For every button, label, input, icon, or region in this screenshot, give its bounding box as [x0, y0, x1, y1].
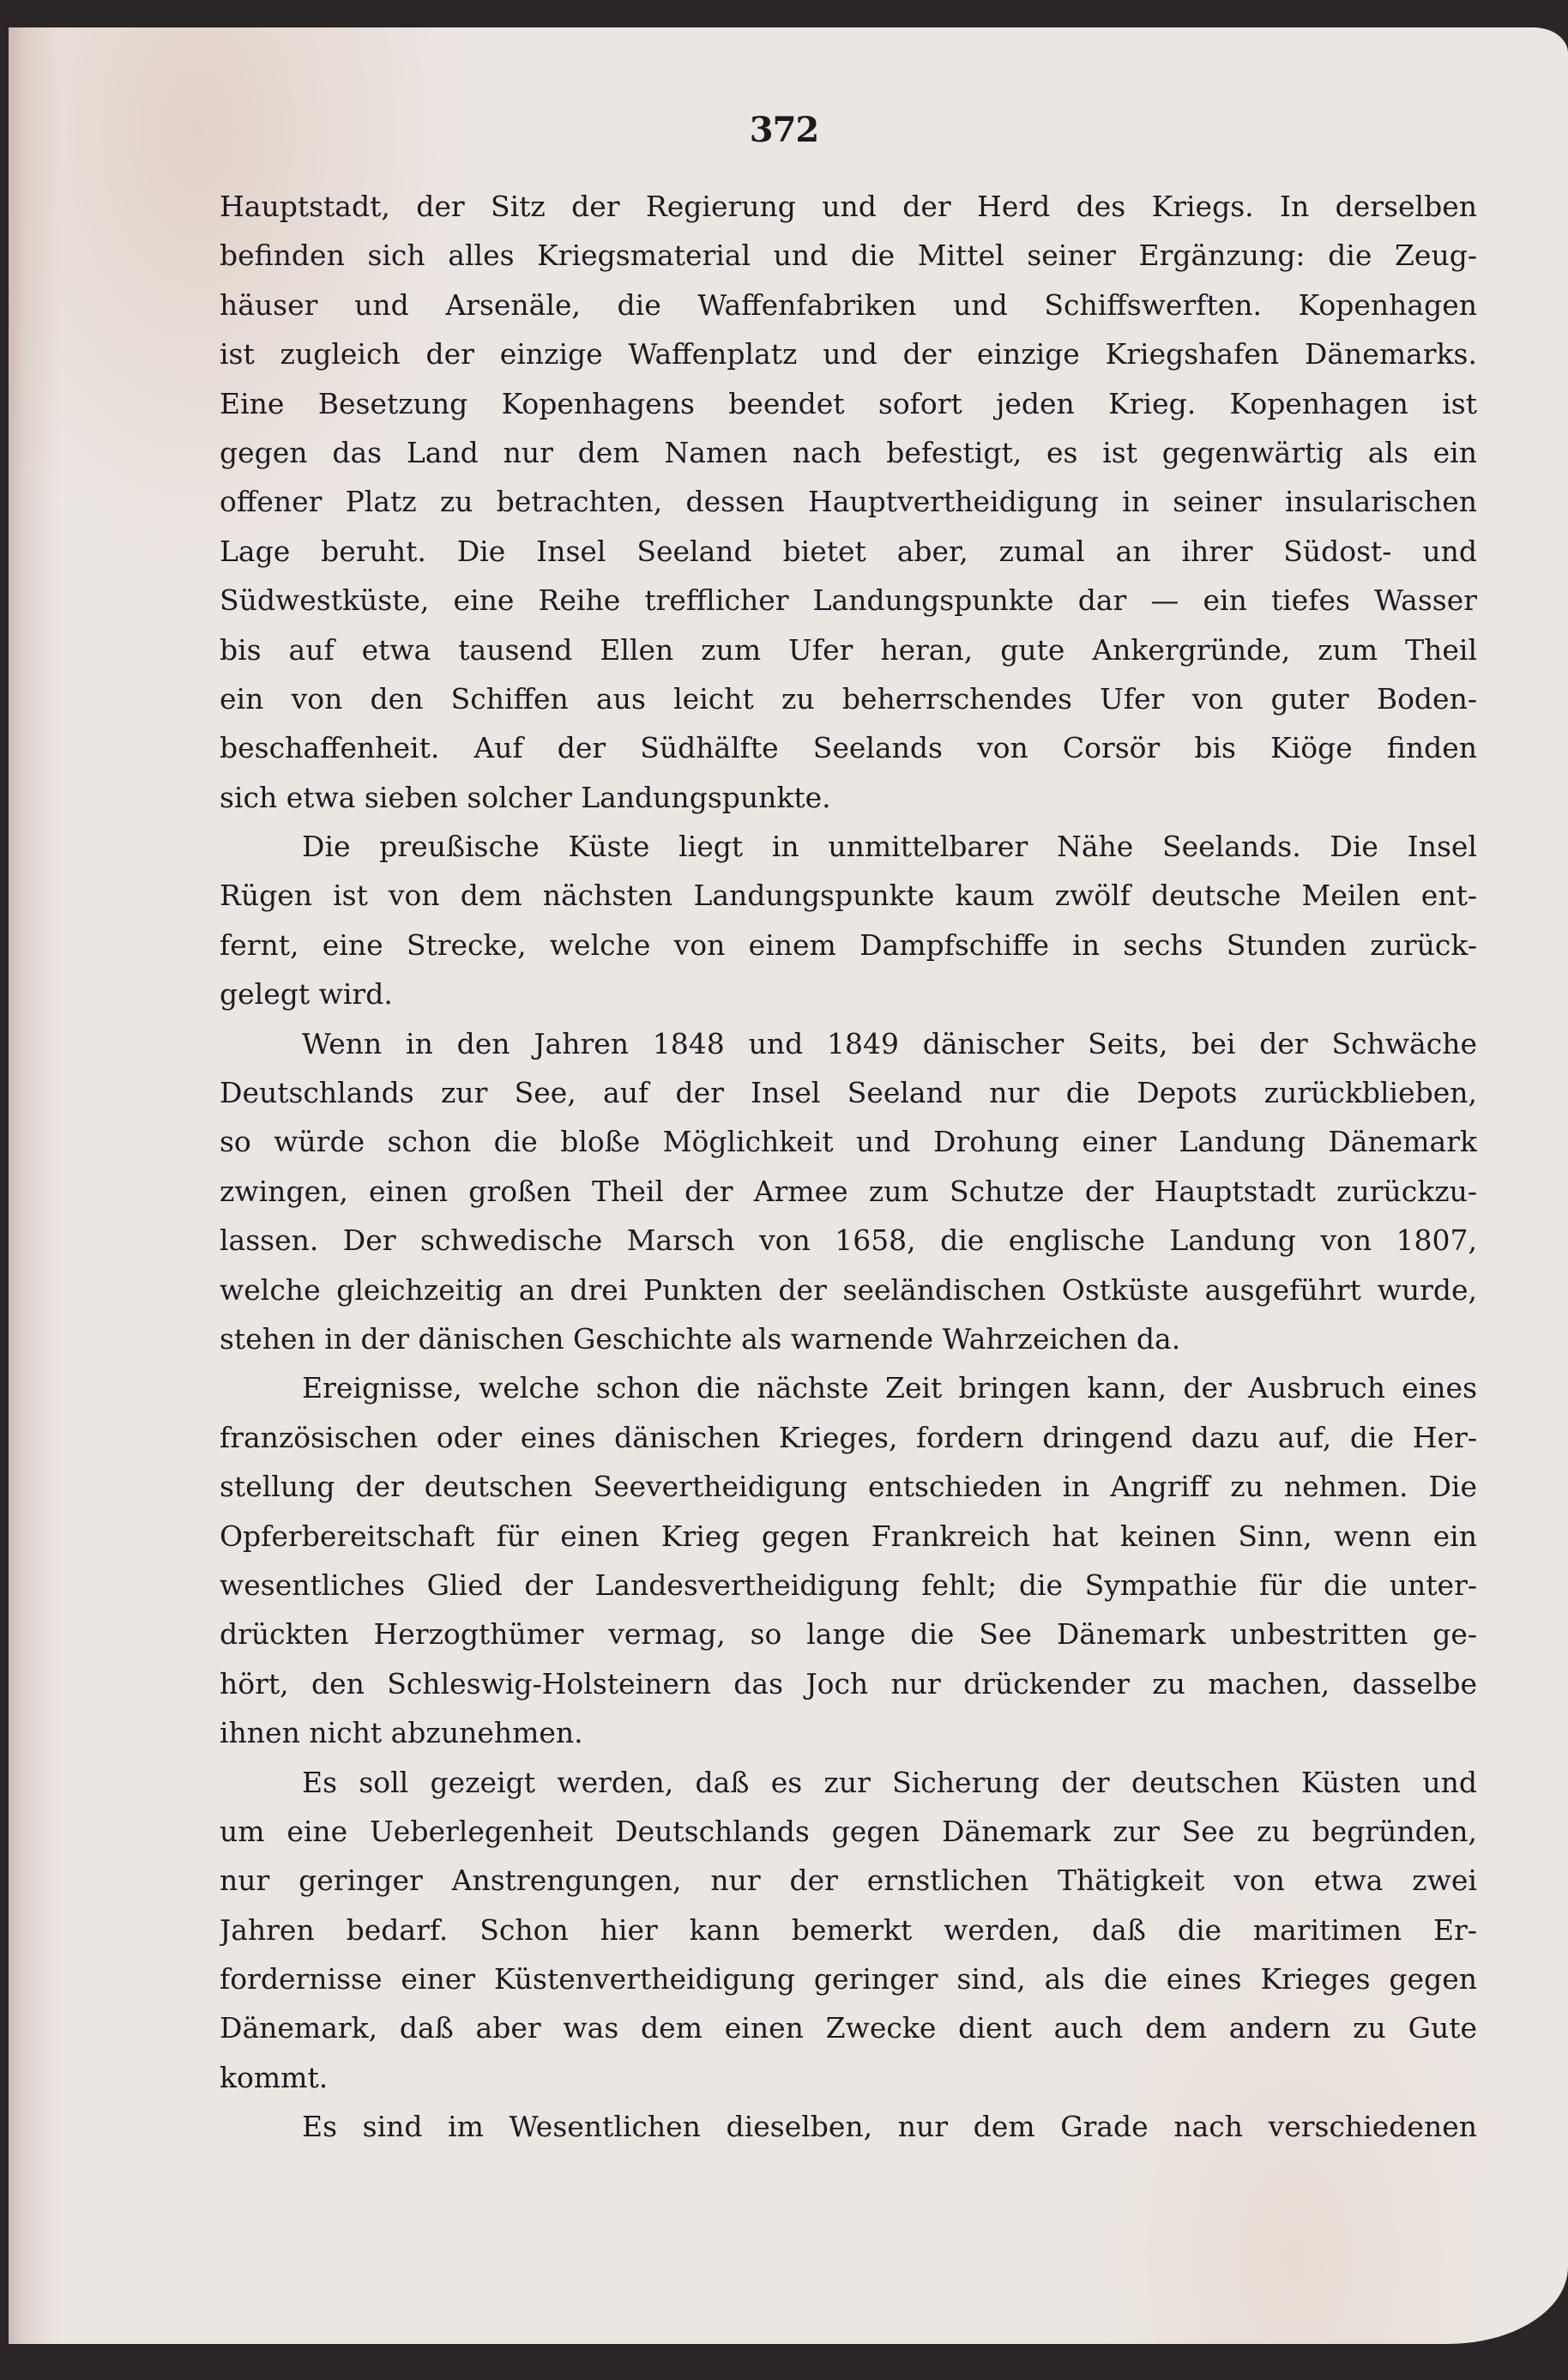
text-line: zwingen, einen großen Theil der Armee zum Schutze der Hauptstadt zurückzu- [220, 1174, 1477, 1208]
page-number: 372 [749, 110, 819, 150]
text-line: französischen oder eines dänischen Krieges, fordern dringend dazu auf, die Her- [220, 1420, 1477, 1454]
paragraph-first-line: Es sind im Wesentlichen dieselben, nur dem Grade nach verschiedenen [302, 2110, 1477, 2144]
text-line: Eine Besetzung Kopenhagens beendet sofort jeden Krieg. Kopenhagen ist [220, 386, 1477, 420]
text-line: Rügen ist von dem nächsten Landungspunkte kaum zwölf deutsche Meilen ent- [220, 879, 1477, 913]
text-line: gelegt wird. [220, 977, 393, 1012]
text-line: wesentliches Glied der Landesvertheidigung fehlt; die Sympathie für die unter- [220, 1568, 1477, 1602]
text-line: stellung der deutschen Seevertheidigung entschieden in Angriff zu nehmen. Die [220, 1470, 1477, 1504]
text-line: Dänemark, daß aber was dem einen Zwecke dient auch dem andern zu Gute [220, 2011, 1477, 2045]
paragraph-first-line: Ereignisse, welche schon die nächste Zeit bringen kann, der Ausbruch eines [302, 1371, 1477, 1405]
paragraph-first-line: Die preußische Küste liegt in unmittelbarer Nähe Seelands. Die Insel [302, 830, 1477, 864]
text-line: lassen. Der schwedische Marsch von 1658, die englische Landung von 1807, [220, 1223, 1477, 1258]
text-line: ist zugleich der einzige Waffenplatz und der einzige Kriegshafen Dänemarks. [220, 337, 1477, 371]
text-line: stehen in der dänischen Geschichte als warnende Wahrzeichen da. [220, 1321, 1181, 1356]
text-line: um eine Ueberlegenheit Deutschlands gegen Dänemark zur See zu begründen, [220, 1814, 1477, 1848]
text-line: Deutschlands zur See, auf der Insel Seeland nur die Depots zurückblieben, [220, 1076, 1477, 1110]
text-line: hört, den Schleswig-Holsteinern das Joch nur drückender zu machen, dasselbe [220, 1666, 1477, 1700]
text-line: sich etwa sieben solcher Landungspunkte. [220, 780, 831, 814]
text-line: Opferbereitschaft für einen Krieg gegen Frankreich hat keinen Sinn, wenn ein [220, 1519, 1477, 1553]
text-line: fernt, eine Strecke, welche von einem Dampfschiffe in sechs Stunden zurück- [220, 927, 1477, 962]
text-line: welche gleichzeitig an drei Punkten der seeländischen Ostküste ausgeführt wurde, [220, 1272, 1477, 1307]
text-line: bis auf etwa tausend Ellen zum Ufer heran, gute Ankergründe, zum Theil [220, 632, 1477, 667]
text-line: ein von den Schiffen aus leicht zu beherrschendes Ufer von guter Boden- [220, 681, 1477, 716]
text-line: drückten Herzogthümer vermag, so lange die See Dänemark unbestritten ge- [220, 1617, 1477, 1652]
text-line: ihnen nicht abzunehmen. [220, 1716, 583, 1750]
text-line: Hauptstadt, der Sitz der Regierung und der Herd des Kriegs. In derselben [220, 190, 1477, 223]
text-line: Lage beruht. Die Insel Seeland bietet aber, zumal an ihrer Südost- und [220, 534, 1477, 568]
text-line: kommt. [220, 2060, 329, 2094]
body-text [220, 182, 1477, 2152]
text-line: offener Platz zu betrachten, dessen Hauptvertheidigung in seiner insularischen [220, 485, 1477, 519]
text-line: Südwestküste, eine Reihe trefflicher Landungspunkte dar — ein tiefes Wasser [220, 583, 1477, 618]
text-line: nur geringer Anstrengungen, nur der ernstlichen Thätigkeit von etwa zwei [220, 1864, 1477, 1898]
text-line: fordernisse einer Küstenvertheidigung geringer sind, als die eines Krieges gegen [220, 1962, 1477, 1996]
text-line: befinden sich alles Kriegsmaterial und die Mittel seiner Ergänzung: die Zeug- [220, 239, 1477, 273]
text-line: so würde schon die bloße Möglichkeit und Drohung einer Landung Dänemark [220, 1125, 1477, 1159]
paragraph-first-line: Wenn in den Jahren 1848 und 1849 dänischer Seits, bei der Schwäche [302, 1026, 1477, 1060]
text-line: häuser und Arsenäle, die Waffenfabriken und Schiffswerften. Kopenhagen [220, 287, 1477, 322]
text-line: gegen das Land nur dem Namen nach befestigt, es ist gegenwärtig als ein [220, 435, 1477, 469]
paragraph-first-line: Es soll gezeigt werden, daß es zur Sicherung der deutschen Küsten und [302, 1765, 1477, 1799]
text-line: beschaffenheit. Auf der Südhälfte Seelands von Corsör bis Kiöge finden [220, 731, 1477, 765]
text-line: Jahren bedarf. Schon hier kann bemerkt werden, daß die maritimen Er- [220, 1912, 1477, 1947]
